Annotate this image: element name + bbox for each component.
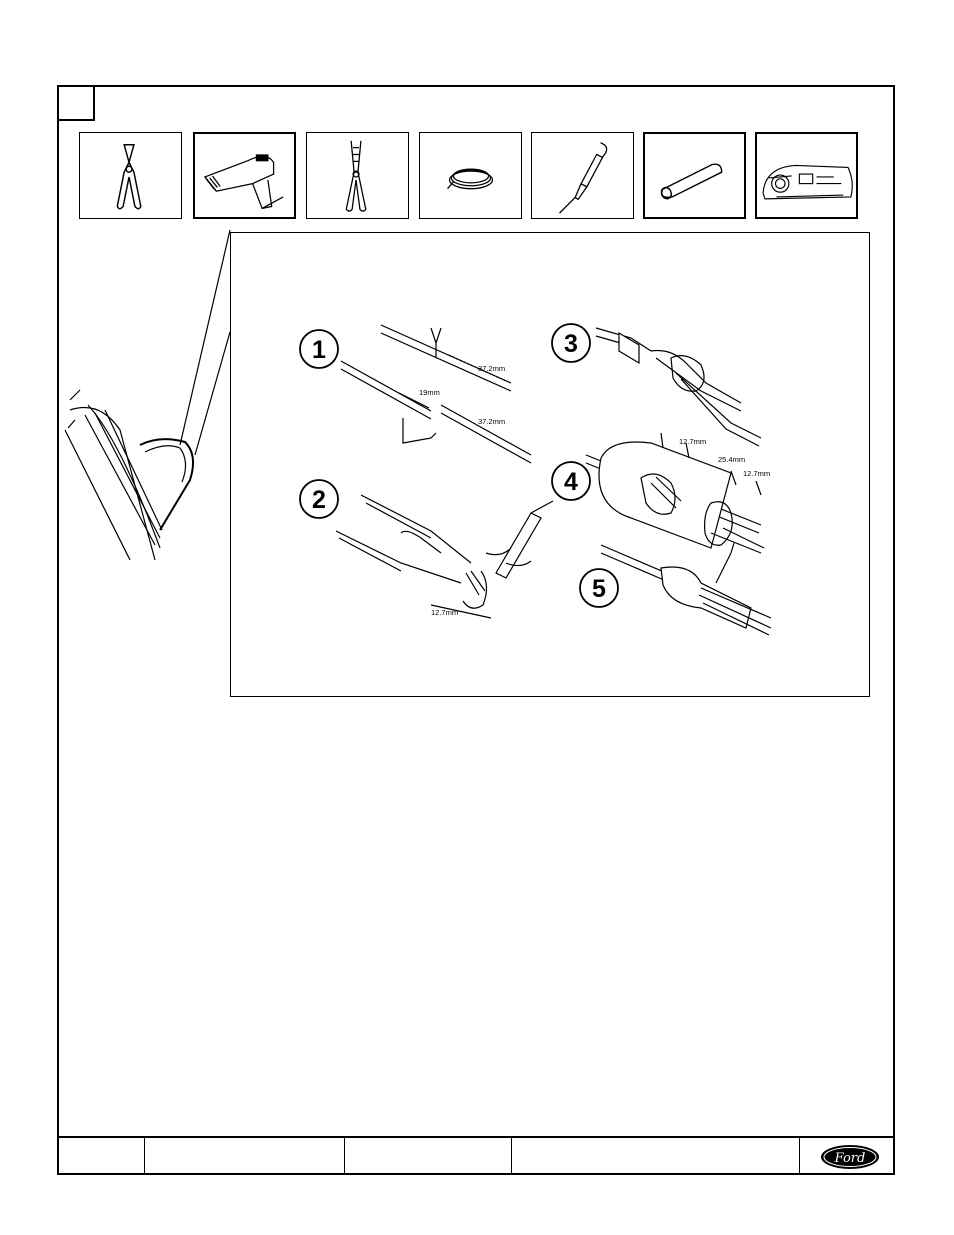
tool-heat-shrink-tube (643, 132, 746, 219)
solder-wire-icon (420, 133, 521, 218)
footer-cell-2 (145, 1138, 345, 1175)
dim-label-4c: 12.7mm (743, 469, 771, 478)
pliers-icon (80, 133, 181, 218)
tool-pliers (79, 132, 182, 219)
step-label-5: 5 (592, 575, 606, 603)
tool-vehicle-interior (755, 132, 858, 219)
footer-cell-1 (57, 1138, 145, 1175)
vehicle-interior-icon (757, 134, 856, 217)
heat-shrink-tube-icon (645, 134, 744, 217)
dim-label-2: 12.7mm (431, 608, 459, 617)
dim-label-4a: 12.7mm (679, 437, 707, 446)
step-label-1: 1 (312, 336, 326, 364)
tool-solder-wire (419, 132, 522, 219)
soldering-iron-icon (532, 133, 633, 218)
heat-gun-icon (195, 134, 294, 217)
splice-steps-illustration (231, 233, 871, 698)
dim-label-1a: 37.2mm (478, 364, 506, 373)
dim-label-4b: 25.4mm (718, 455, 746, 464)
step-label-4: 4 (564, 468, 578, 496)
dim-label-1b: 19mm (419, 388, 440, 397)
wire-splice-diagram (230, 232, 870, 697)
tool-heat-gun (193, 132, 296, 219)
footer-bar (57, 1136, 895, 1175)
wire-stripper-icon (307, 133, 408, 218)
footer-cell-3 (345, 1138, 512, 1175)
step-number-box (57, 85, 95, 121)
step-label-3: 3 (564, 330, 578, 358)
ford-logo (820, 1143, 880, 1171)
tool-soldering-iron (531, 132, 634, 219)
step-label-2: 2 (312, 486, 326, 514)
tool-wire-stripper (306, 132, 409, 219)
ford-logo-text: Ford (834, 1151, 866, 1166)
inset-door-detail (60, 230, 240, 580)
footer-cell-4 (512, 1138, 800, 1175)
dim-label-1c: 37.2mm (478, 417, 506, 426)
